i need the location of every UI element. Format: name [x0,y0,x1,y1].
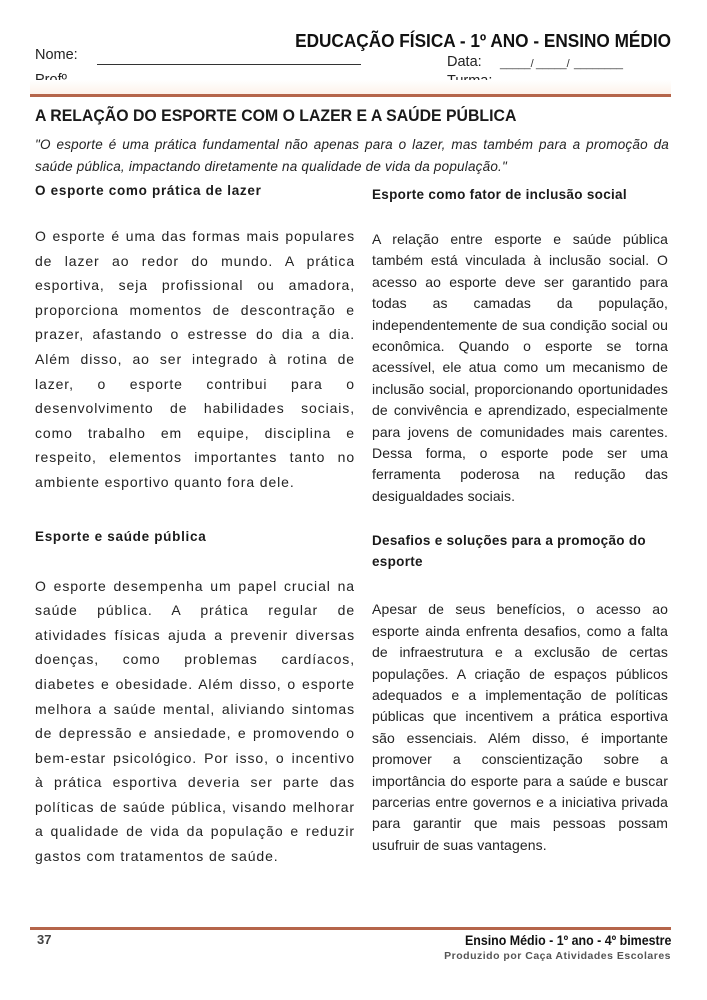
subject-title: EDUCAÇÃO FÍSICA - 1º ANO - ENSINO MÉDIO [295,30,671,51]
footer-divider [30,927,671,930]
right-column [372,187,668,856]
section-heading-leisure: O esporte como prática de lazer [35,183,262,198]
header-band [30,80,671,94]
date-year-field[interactable]: ________ [574,58,623,70]
article-title: A RELAÇÃO DO ESPORTE COM O LAZER E A SAÚDE PÚBLICA [35,107,517,125]
section-body-leisure: O esporte é uma das formas mais populares de lazer ao redor do mundo. A prática esportiva, seja profissional ou amadora, proporciona momentos de descontração e prazer, afastando o estresse do dia a dia. Além disso, ao ser integrado à rotina de lazer, o esporte contribui para o desenvolvimento de habilidades sociais, como trabalho em equipe, disciplina e respeito, elementos importantes tanto no ambiente esportivo quanto fora dele. [35,228,355,490]
section-body-public-health: O esporte desempenha um papel crucial na saúde pública. A prática regular de atividades físicas ajuda a prevenir diversas doenças, como problemas cardíacos, diabetes e obesidade. Além disso, o esporte melhora a saúde mental, aliviando sintomas de depressão e ansiedade, e promovendo o bem-estar psicológico. Por isso, o incentivo à prática esportiva deveria ser parte das políticas de saúde pública, visando melhorar a qualidade de vida da população e reduzir gastos com tratamentos de saúde. [35,577,355,865]
name-label: Nome: [35,47,78,63]
date-day-field[interactable]: _____/ [500,58,534,70]
section-heading-inclusion: Esporte como fator de inclusão social [372,187,627,202]
date-label: Data: [447,54,482,70]
section-body-inclusion: A relação entre esporte e saúde pública também está vinculada à inclusão social. O acesso ao esporte deve ser garantido para todas as camadas da população, independentemente de sua condição social ou econômica. Quando o esporte se torna acessível, ele atua como um mecanismo de inclusão social, proporcionando oportunidades de convivência e aprendizado, especialmente para jovens de comunidades mais carentes. Dessa forma, o esporte pode ser uma ferramenta poderosa na redução das desigualdades sociais. [372,231,668,504]
section-body-challenges: Apesar de seus benefícios, o acesso ao esporte ainda enfrenta desafios, como a falta de infraestrutura e a exclusão de certas populações. A criação de espaços públicos adequados e a implementação de políticas públicas que incentivem a prática esportiva são essenciais. Além disso, é importante promover a conscientização sobre a importância do esporte para a saúde e buscar parcerias entre governos e a iniciativa privada para garantir que mais pessoas possam usufruir de suas vantagens. [372,601,668,853]
footer-series-label: Ensino Médio - 1º ano - 4º bimestre [464,933,671,948]
name-field[interactable] [97,64,361,65]
section-heading-public-health: Esporte e saúde pública [35,528,207,544]
header-divider [30,94,671,97]
date-month-field[interactable]: _____/ [536,58,570,70]
section-heading-challenges: Desafios e soluções para a promoção do esporte [372,533,646,570]
epigraph-quote: "O esporte é uma prática fundamental não apenas para o lazer, mas também para a promoção da saúde pública, impactando diretamente na qualidade de vida da população." [35,137,669,174]
page-number: 37 [37,932,52,947]
footer-credit: Produzido por Caça Atividades Escolares [444,950,671,962]
left-column [35,183,355,869]
